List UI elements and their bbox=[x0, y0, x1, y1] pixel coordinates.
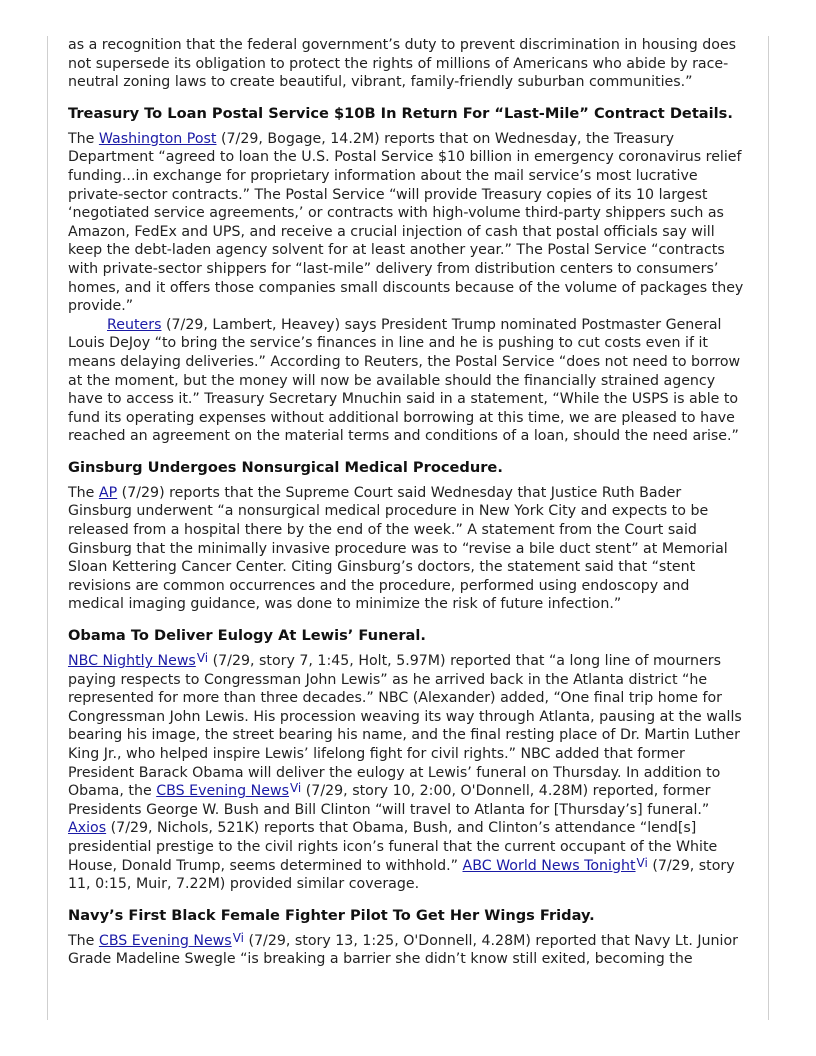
video-indicator[interactable]: Vi bbox=[636, 855, 648, 870]
headline-treasury-postal-loan: Treasury To Loan Postal Service $10B In Return For “Last-Mile” Contract Details. bbox=[68, 104, 733, 122]
headline-obama-eulogy: Obama To Deliver Eulogy At Lewis’ Funeral. bbox=[68, 627, 426, 645]
source-link-ap[interactable]: AP bbox=[98, 484, 118, 501]
article-paragraph: NBC Nightly News$^{Vi}$ (7/29, story 7, 1:45, Holt, 5.97M) reported that “a long line of mourners paying respects to Congressman John Lewis” as he arrived back in the Atlanta district “he represented for more than three decades.” NBC (Alexander) added, “One final trip home for Congressman John Lewis. His procession weaving its way through Atlanta, pausing at the walls bearing his image, the street bearing his name, and the final resting place of Dr. Martin Luther King Jr., who helped inspire Lewis’ lifelong fight for civil rights.” NBC added that former President Barack Obama will deliver the eulogy at Lewis’ funeral on Thursday. In addition to Obama, the CBS Evening News$^{Vi}$ (7/29, story 10, 2:00, O'Donnell, 4.28M) reported, former Presidents George W. Bush and Bill Clinton “will travel to Atlanta for [Thursday’s] funeral.” Axios (7/29, Nichols, 521K) reports that Obama, Bush, and Clinton’s attendance “lend[s] presidential prestige to the civil rights icon’s funeral that the current occupant of the White House, Donald Trump, seems determined to withhold.” ABC World News Tonight$^{Vi}$ (7/29, story 11, 0:15, Muir, 7.22M) provided similar coverage. bbox=[68, 651, 742, 893]
right-margin-rule bbox=[768, 36, 769, 1020]
video-indicator[interactable]: Vi bbox=[232, 930, 244, 945]
source-link-cbs-evening-news[interactable]: CBS Evening News bbox=[98, 932, 232, 949]
article-paragraph: The AP (7/29) reports that the Supreme Court said Wednesday that Justice Ruth Bader Ginsburg underwent “a nonsurgical medical procedure in New York City and expects to be released from a hospital there by the end of the week.” A statement from the Court said Ginsburg that the minimally invasive procedure was to “revise a bile duct stent” at Memorial Sloan Kettering Cancer Center. Citing Ginsburg’s doctors, the statement said that “stent revisions are common occurrences and the procedure, performed using endoscopy and medical imaging guidance, was done to minimize the risk of future infection.” bbox=[68, 484, 728, 613]
source-link-reuters[interactable]: Reuters bbox=[107, 316, 162, 333]
headline-navy-fighter-pilot: Navy’s First Black Female Fighter Pilot To Get Her Wings Friday. bbox=[68, 906, 595, 924]
intro-paragraph: as a recognition that the federal government’s duty to prevent discrimination in housing does not supersede its obligation to protect the rights of millions of Americans who abide by race-neutral zoning laws to create beautiful, vibrant, family-friendly suburban communities.” bbox=[68, 37, 737, 91]
document-body bbox=[68, 36, 748, 969]
source-link-axios[interactable]: Axios bbox=[68, 820, 107, 837]
headline-ginsburg-procedure: Ginsburg Undergoes Nonsurgical Medical Procedure. bbox=[68, 458, 503, 476]
article-paragraph: Reuters (7/29, Lambert, Heavey) says President Trump nominated Postmaster General Louis DeJoy “to bring the service’s finances in line and he is pushing to cut costs even if it means delaying deliveries.” According to Reuters, the Postal Service “does not need to borrow at the moment, but the money will now be available should the financially strained agency have to access it.” Treasury Secretary Mnuchin said in a statement, “While the USPS is able to fund its operating expenses without additional borrowing at this time, we are pleased to have reached an agreement on the material terms and conditions of a loan, should the need arise.” bbox=[68, 316, 741, 445]
source-link-cbs-evening-news[interactable]: CBS Evening News bbox=[156, 783, 289, 800]
source-link-nbc-nightly-news[interactable]: NBC Nightly News bbox=[68, 653, 196, 670]
video-indicator[interactable]: Vi bbox=[196, 651, 209, 666]
source-link-abc-world-news-tonight[interactable]: ABC World News Tonight bbox=[462, 857, 636, 874]
left-margin-rule bbox=[47, 36, 48, 1020]
video-indicator[interactable]: Vi bbox=[289, 781, 302, 796]
source-link-washington-post[interactable]: Washington Post bbox=[98, 130, 217, 147]
article-paragraph: The Washington Post (7/29, Bogage, 14.2M) reports that on Wednesday, the Treasury Department “agreed to loan the U.S. Postal Service $10 billion in emergency coronavirus relief funding...in exchange for proprietary information about the mail service’s most lucrative private-sector contracts.” The Postal Service “will provide Treasury copies of its 10 largest ‘negotiated service agreements,’ or contracts with high-volume third-party shippers such as Amazon, FedEx and UPS, and receive a crucial injection of cash that postal officials say will keep the debt-laden agency solvent for at least another year.” The Postal Service “contracts with private-sector shippers for “last-mile” delivery from distribution centers to consumers’ homes, and it offers those companies small discounts because of the volume of packages they provide.” bbox=[68, 130, 744, 315]
article-paragraph: The CBS Evening News$^{Vi}$ (7/29, story 13, 1:25, O'Donnell, 4.28M) reported that Navy Lt. Junior Grade Madeline Swegle “is breaking a barrier she didn’t know still exited, becoming the bbox=[68, 930, 738, 968]
